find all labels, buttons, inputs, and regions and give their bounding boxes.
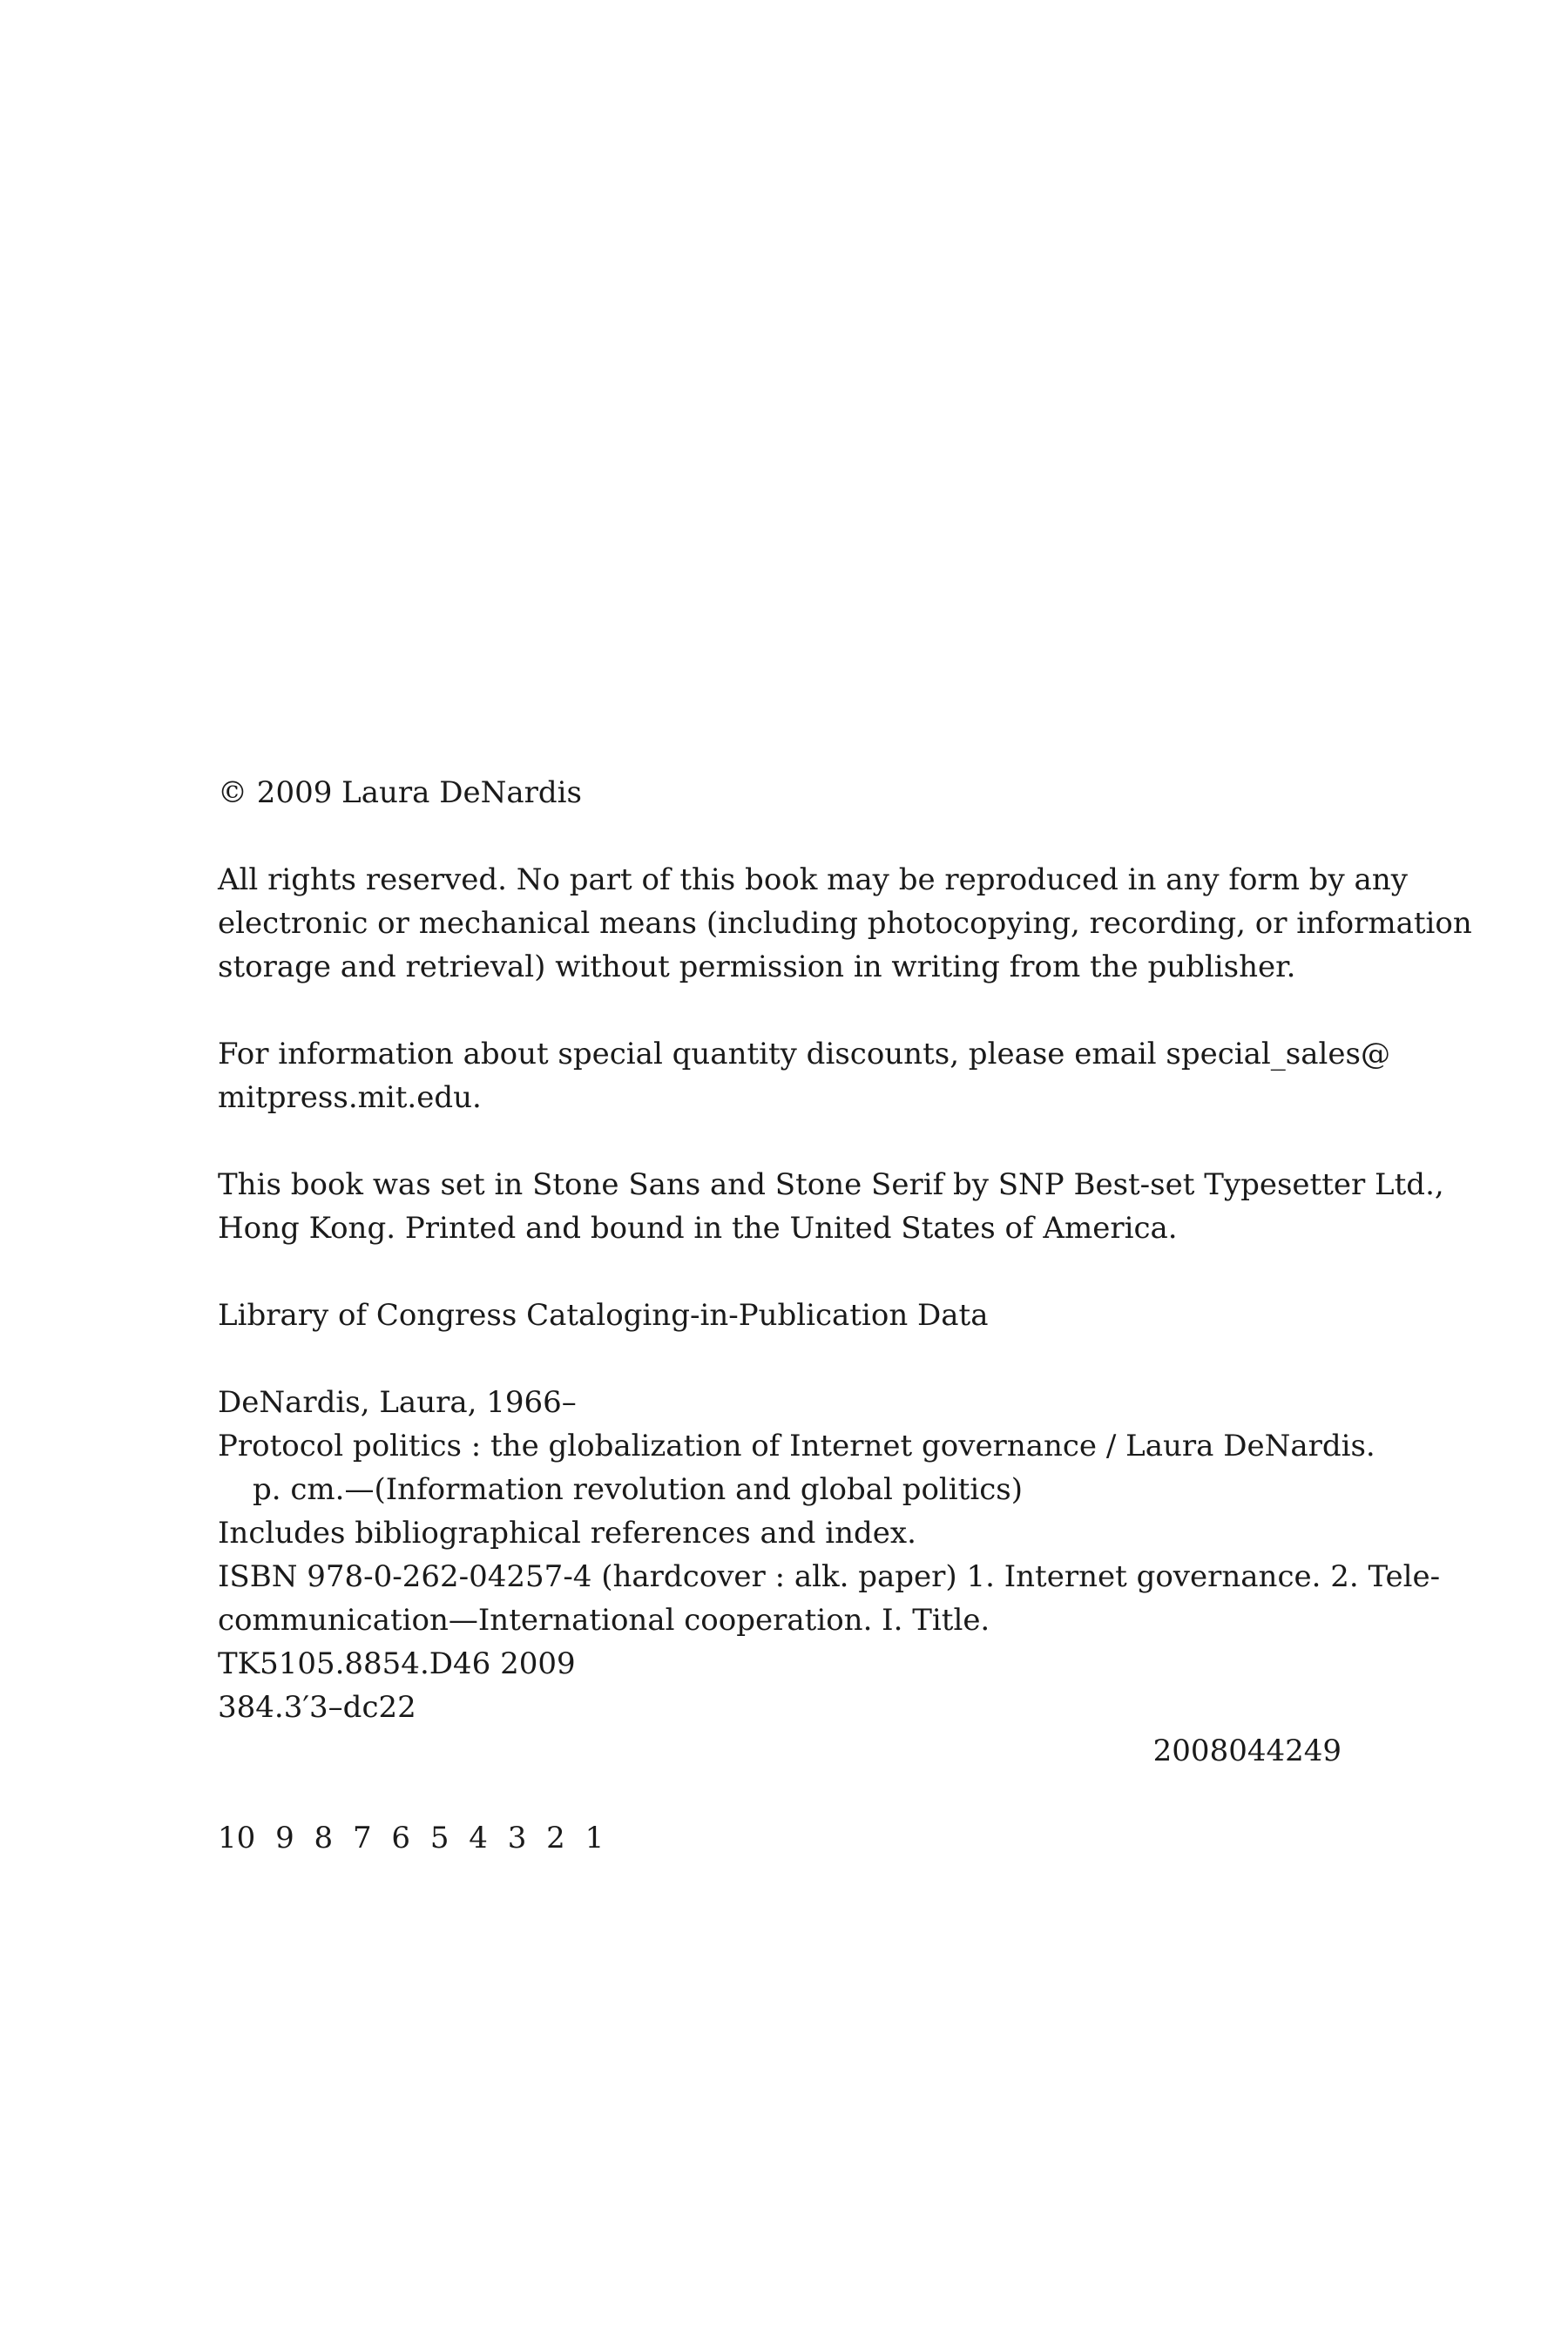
cip-lccn: 2008044249 — [1152, 1734, 1342, 1768]
cip-author: DeNardis, Laura, 1966– — [218, 1385, 577, 1420]
sales-paragraph — [218, 1032, 1390, 1119]
typesetting-line-2: Hong Kong. Printed and bound in the United States of America. — [218, 1211, 1178, 1246]
cip-heading-text: Library of Congress Cataloging-in-Publication Data — [218, 1298, 989, 1333]
cip-notes: Includes bibliographical references and index. — [218, 1516, 916, 1551]
cip-lc-class: TK5105.8854.D46 2009 — [218, 1646, 576, 1681]
sales-line-1: For information about special quantity discounts, please email special_sales@ — [218, 1037, 1390, 1071]
cip-dewey: 384.3′3–dc22 — [218, 1690, 416, 1725]
rights-line-2: electronic or mechanical means (including photocopying, recording, or information — [218, 906, 1472, 941]
rights-paragraph — [218, 858, 1472, 989]
cip-isbn-line-1: ISBN 978-0-262-04257-4 (hardcover : alk. paper) 1. Internet governance. 2. Tele- — [218, 1559, 1441, 1594]
cip-series: p. cm.—(Information revolution and global politics) — [253, 1472, 1023, 1507]
copyright-notice — [218, 771, 1342, 814]
typesetting-line-1: This book was set in Stone Sans and Stone Serif by SNP Best-set Typesetter Ltd., — [218, 1167, 1444, 1202]
printing-numbers: 10 9 8 7 6 5 4 3 2 1 — [218, 1821, 605, 1855]
cip-isbn-line-2: communication—International cooperation. I. Title. — [218, 1603, 990, 1638]
copyright-line: © 2009 Laura DeNardis — [218, 775, 582, 810]
cip-heading — [218, 1294, 1342, 1337]
cip-record — [218, 1381, 1441, 1773]
cip-title: Protocol politics : the globalization of Internet governance / Laura DeNardis. — [218, 1429, 1375, 1463]
rights-line-1: All rights reserved. No part of this book may be reproduced in any form by any — [218, 862, 1408, 897]
rights-line-3: storage and retrieval) without permission in writing from the publisher. — [218, 950, 1296, 984]
sales-line-2: mitpress.mit.edu. — [218, 1080, 482, 1115]
typesetting-paragraph — [218, 1163, 1444, 1250]
printing-line — [218, 1816, 1342, 1860]
